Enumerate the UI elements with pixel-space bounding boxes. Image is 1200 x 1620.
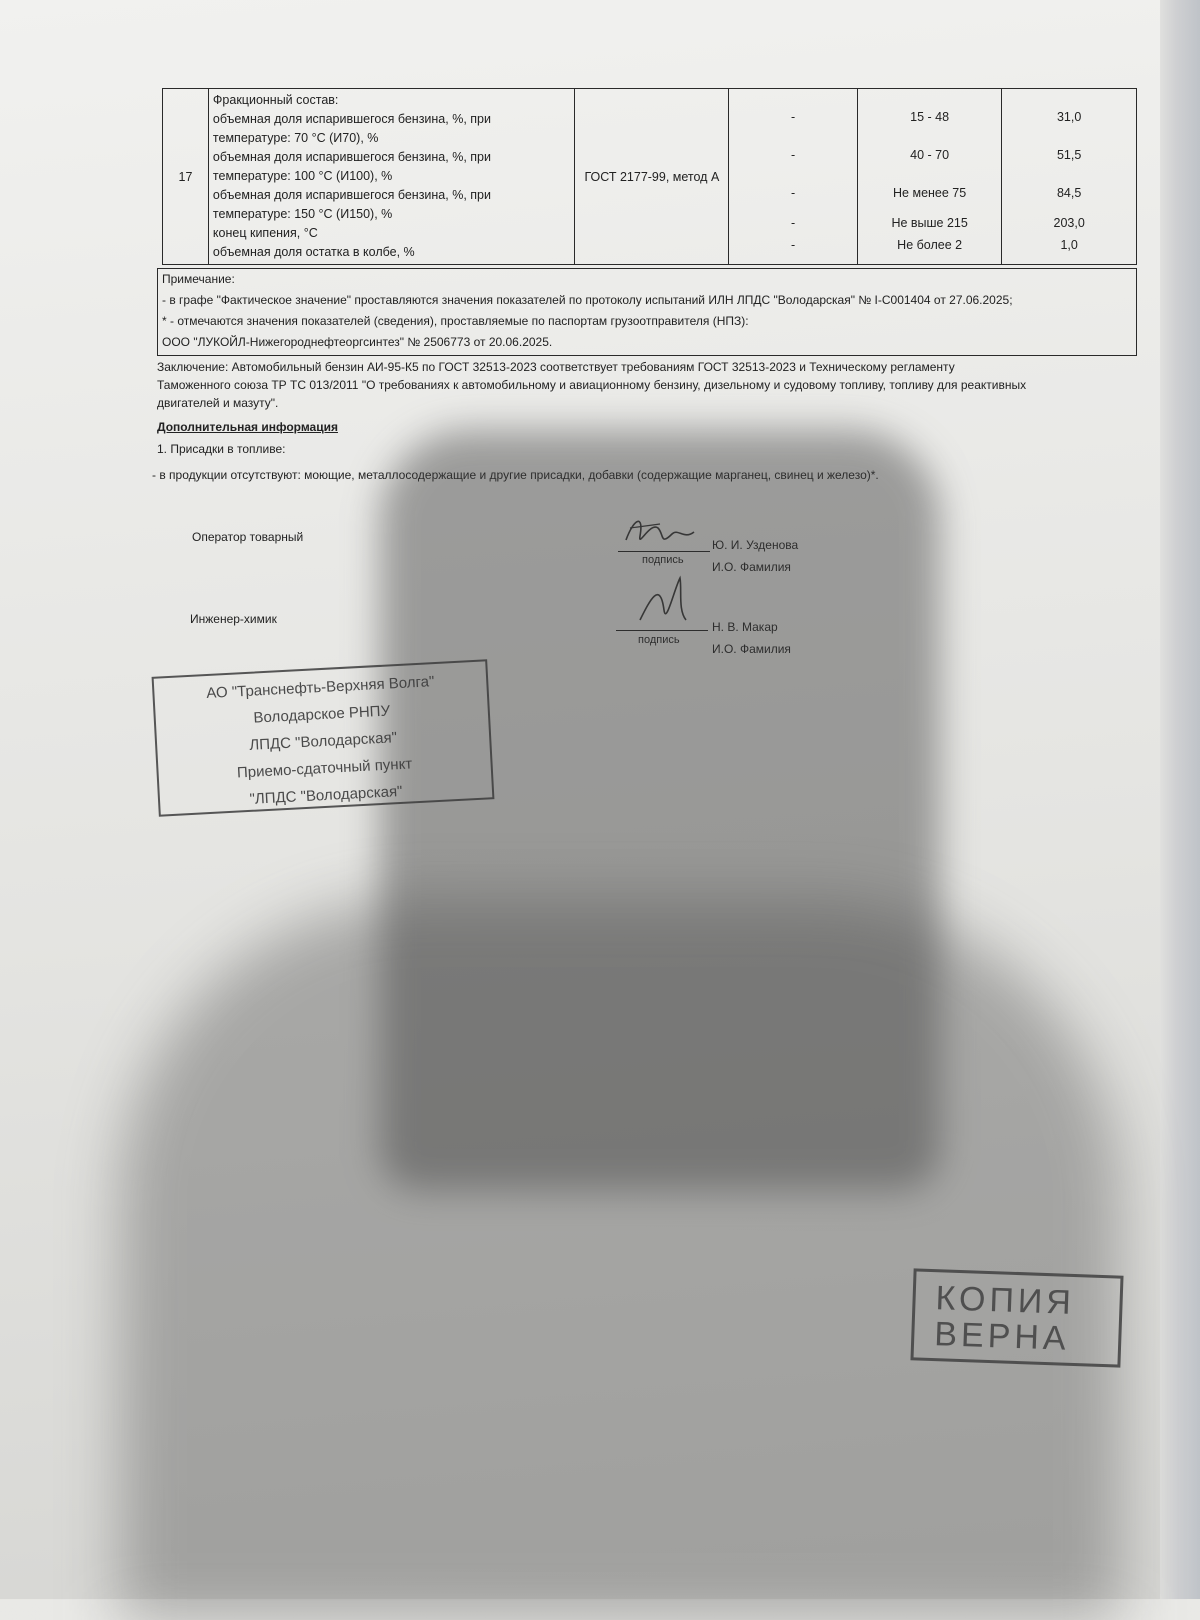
name-line: объемная доля остатка в колбе, % (212, 245, 415, 259)
row-number: 17 (163, 89, 209, 265)
unit-mark: - (791, 109, 796, 124)
conclusion-line: двигателей и мазуту". (157, 396, 279, 410)
additional-item: 1. Присадки в топливе: (157, 442, 286, 456)
name-line: объемная доля испарившегося бензина, %, при (212, 188, 491, 202)
fact-value: 84,5 (1056, 185, 1082, 200)
name-line: температуре: 150 °С (И150), % (212, 207, 393, 221)
unit-mark: - (791, 215, 796, 230)
stamp-line: Приемо-сдаточный пункт (236, 755, 413, 782)
fraction-composition-table (162, 88, 1137, 265)
test-method: ГОСТ 2177-99, метод А (575, 89, 729, 265)
conclusion-line: Таможенного союза ТР ТС 013/2011 "О требованиях к автомобильному и авиационному бензину, дизельному и судовому топливу, топливу для реактивных (157, 378, 1027, 392)
unit-mark: - (791, 147, 796, 162)
additional-info-title: Дополнительная информация (157, 420, 338, 434)
norm-value: Не выше 215 (891, 215, 968, 230)
fact-value: 203,0 (1053, 215, 1085, 230)
fact-value: 31,0 (1056, 109, 1082, 124)
stamp-line: "ЛПДС "Володарская" (249, 782, 403, 808)
photo-shadow (120, 900, 1120, 1620)
operator-role: Оператор товарный (192, 530, 304, 544)
norm-value: Не менее 75 (893, 185, 967, 200)
norm-value: 15 - 48 (910, 109, 950, 124)
norm-values (857, 89, 1001, 265)
unit-mark: - (791, 185, 796, 200)
fact-value: 1,0 (1060, 237, 1078, 252)
certify-line: КОПИЯ (934, 1279, 1076, 1322)
note-title: Примечание: (162, 272, 235, 286)
fact-value: 51,5 (1056, 147, 1082, 162)
note-line: * - отмечаются значения показателей (сведения), проставляемые по паспортам грузоотправителя (НПЗ): (162, 314, 749, 328)
name-line: объемная доля испарившегося бензина, %, при (212, 112, 491, 126)
name-line: Фракционный состав: (212, 93, 339, 107)
additional-item: - в продукции отсутствуют: моющие, металлосодержащие и другие присадки, добавки (содержащие марганец, свинец и железо)*. (152, 468, 879, 482)
certify-line: ВЕРНА (933, 1315, 1071, 1358)
chemist-role: Инженер-химик (190, 612, 277, 626)
chemist-name: Н. В. Макар (712, 620, 778, 634)
conclusion-line: Заключение: Автомобильный бензин АИ-95-К5 по ГОСТ 32513-2023 соответствует требованиям ГОСТ 32513-2023 и Техническому регламенту (157, 360, 955, 374)
sign-label: подпись (638, 634, 680, 646)
name-line: температуре: 100 °С (И100), % (212, 169, 393, 183)
note-line: ООО "ЛУКОЙЛ-Нижегороднефтеоргсинтез" № 2506773 от 20.06.2025. (162, 335, 553, 349)
unit-marks (729, 89, 858, 265)
stamp-line: Володарское РНПУ (253, 702, 391, 727)
name-line: объемная доля испарившегося бензина, %, при (212, 150, 491, 164)
table-row (163, 89, 1137, 265)
note-line: - в графе "Фактическое значение" проставляются значения показателей по протоколу испытаний ИЛН ЛПДС "Володарская" № I-С001404 от 27.06.2025; (162, 293, 1013, 307)
norm-value: 40 - 70 (910, 147, 950, 162)
operator-name: Ю. И. Узденова (712, 538, 799, 552)
sign-label: подпись (642, 554, 684, 566)
norm-value: Не более 2 (897, 237, 963, 252)
name-line: температуре: 70 °С (И70), % (212, 131, 379, 145)
stamp-line: АО "Транснефть-Верхняя Волга" (205, 673, 435, 703)
name-label: И.О. Фамилия (712, 642, 791, 656)
stamp-line: ЛПДС "Володарская" (248, 729, 398, 754)
unit-mark: - (791, 237, 796, 252)
fact-values (1002, 89, 1137, 265)
note-box (157, 268, 1137, 356)
name-label: И.О. Фамилия (712, 560, 791, 574)
indicator-name (208, 89, 575, 265)
name-line: конец кипения, °С (212, 226, 318, 240)
